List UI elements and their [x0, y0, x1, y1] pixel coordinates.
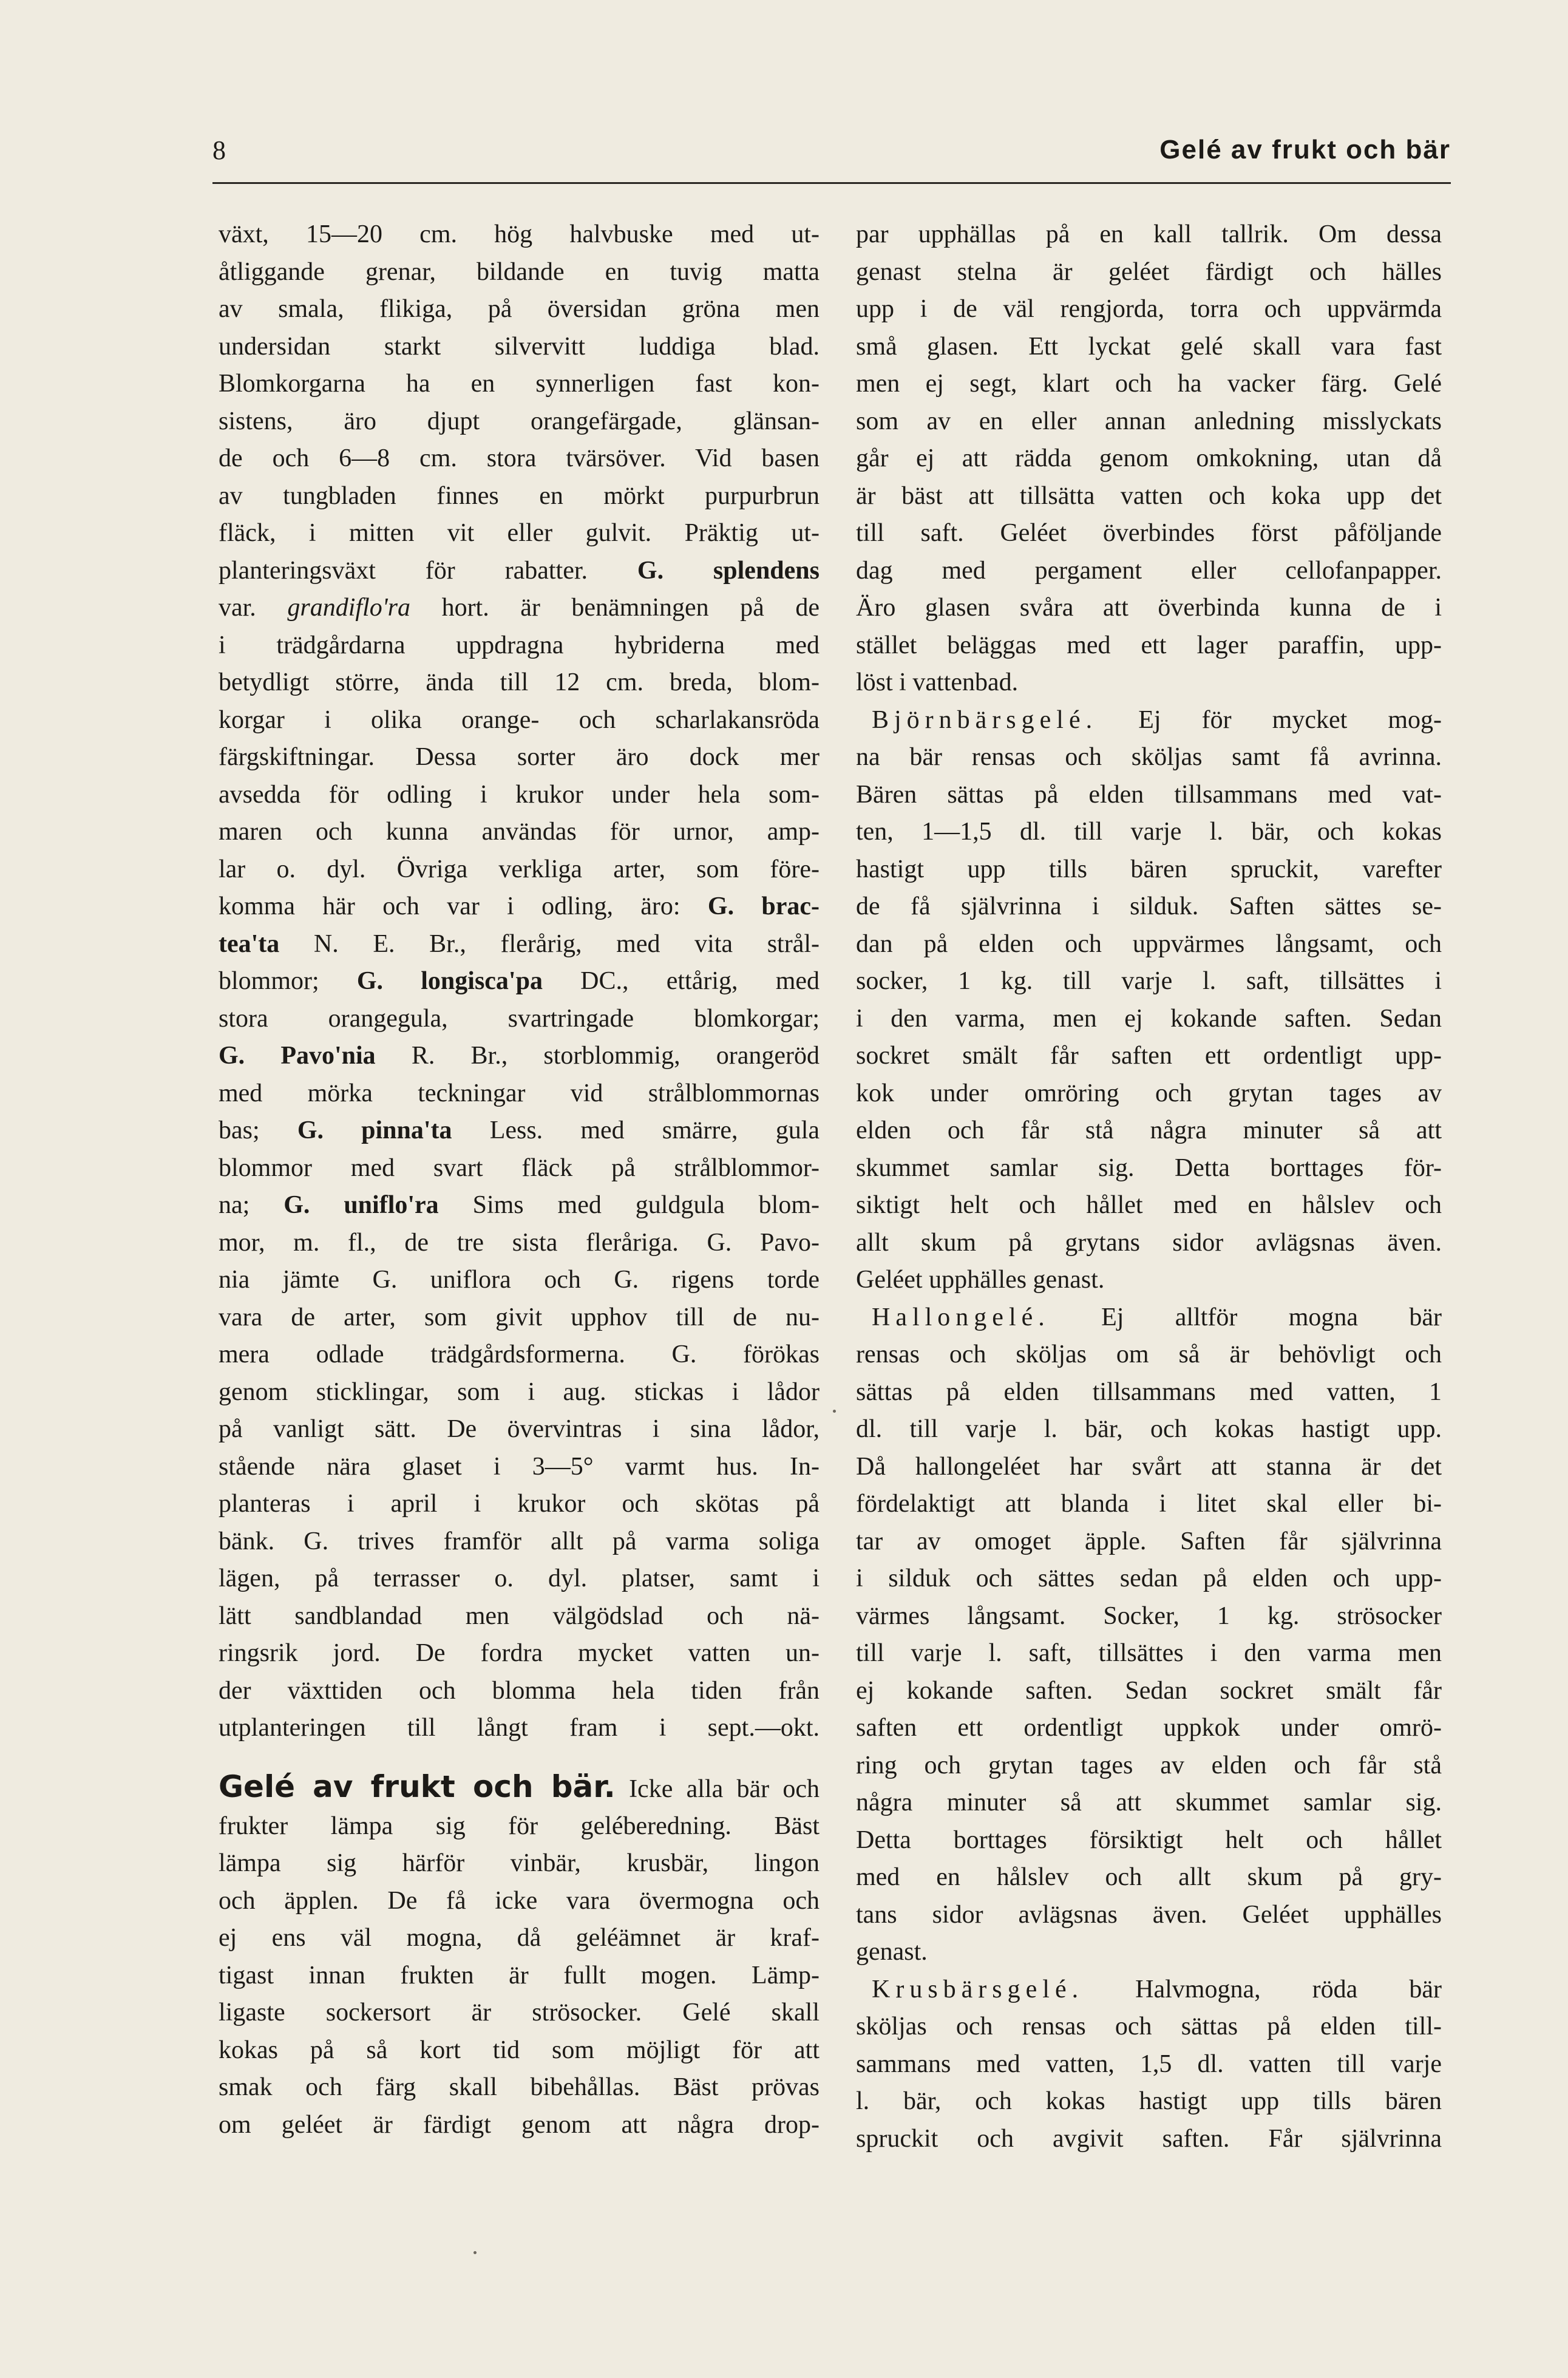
text-line: upp i de väl rengjorda, torra och uppvärmda	[856, 295, 1442, 323]
text-line: mera odlade trädgårdsformerna. G. förökas	[219, 1340, 820, 1368]
text-line: genast stelna är geléet färdigt och hälles	[856, 257, 1442, 286]
text-line: tigast innan frukten är fullt mogen. Lämp-	[219, 1961, 820, 1989]
running-title: Gelé av frukt och bär	[1159, 135, 1451, 165]
species-name: G. splendens	[637, 556, 820, 585]
section-heading: Gelé av frukt och bär.	[219, 1768, 616, 1804]
species-name: G. uniflo'ra	[283, 1191, 439, 1219]
text-run: Ej alltför mogna bär	[1101, 1303, 1442, 1331]
text-line: sköljas och rensas och sättas på elden till-	[856, 2013, 1442, 2040]
text-line: Då hallongeléet har svårt att stanna är det	[856, 1452, 1442, 1481]
text-line: ten, 1—1,5 dl. till varje l. bär, och kokas	[856, 818, 1442, 846]
bjornbar-recipe	[856, 702, 1442, 1299]
text-line: ringsrik jord. De fordra mycket vatten un-	[219, 1639, 820, 1667]
text-run: blommor;	[219, 967, 319, 995]
text-line: går ej att rädda genom omkokning, utan då	[856, 444, 1442, 472]
text-line: maren och kunna användas för urnor, amp-	[219, 818, 820, 846]
text-line: stället beläggas med ett lager paraffin, upp-	[856, 631, 1442, 659]
text-line: Bären sättas på elden tillsammans med vat-	[856, 780, 1442, 809]
text-line: allt skum på grytans sidor avlägsnas även.	[856, 1228, 1442, 1257]
text-line: i den varma, men ej kokande saften. Sedan	[856, 1004, 1442, 1033]
text-line	[219, 1038, 820, 1075]
text-line: l. bär, och kokas hastigt upp tills bären	[856, 2087, 1442, 2115]
recipe-title: Krusbärsgelé.	[872, 1975, 1084, 2003]
text-line: Äro glasen svåra att överbinda kunna de i	[856, 594, 1442, 622]
text-line: och äpplen. De få icke vara övermogna och	[219, 1886, 820, 1915]
text-line: bänk. G. trives framför allt på varma soliga	[219, 1527, 820, 1555]
text-line: de få självrinna i silduk. Saften sättes se-	[856, 892, 1442, 920]
text-line: socker, 1 kg. till varje l. saft, tillsättes i	[856, 967, 1442, 995]
text-line: några minuter så att skummet samlar sig.	[856, 1789, 1442, 1816]
text-line: planteras i april i krukor och skötas på	[219, 1490, 820, 1518]
text-line: undersidan starkt silvervitt luddiga blad.	[219, 332, 820, 361]
text-line: växt, 15—20 cm. hög halvbuske med ut-	[219, 220, 820, 248]
text-line: fördelaktigt att blanda i litet skal eller bi-	[856, 1490, 1442, 1518]
print-speck	[473, 2251, 477, 2254]
print-speck	[833, 1410, 836, 1413]
text-line: av smala, flikiga, på översidan gröna men	[219, 295, 820, 323]
text-run: na;	[219, 1191, 250, 1219]
text-run: planteringsväxt för rabatter.	[219, 556, 588, 585]
right-column	[856, 216, 1442, 2158]
text-line: i silduk och sättes sedan på elden och upp-	[856, 1564, 1442, 1592]
text-line: är bäst att tillsätta vatten och koka upp det	[856, 481, 1442, 510]
text-line: med en hålslev och allt skum på gry-	[856, 1863, 1442, 1891]
text-line: ej ens väl mogna, då geléämnet är kraf-	[219, 1924, 820, 1952]
text-line	[219, 1112, 820, 1150]
text-line: ligaste sockersort är strösocker. Gelé skall	[219, 1999, 820, 2026]
text-line: sistens, äro djupt orangefärgade, glänsan-	[219, 407, 820, 435]
species-name: G. Pavo'nia	[219, 1042, 376, 1070]
left-column	[219, 216, 820, 2144]
text-line: av tungbladen finnes en mörkt purpurbrun	[219, 481, 820, 510]
text-line: frukter lämpa sig för geléberedning. Bäst	[219, 1812, 820, 1840]
text-run: Sims med guldgula blom-	[472, 1191, 820, 1219]
text-line: vara de arter, som givit upphov till de nu-	[219, 1303, 820, 1331]
hallon-recipe	[856, 1299, 1442, 1971]
text-run: DC., ettårig, med	[580, 967, 820, 995]
text-run: Less. med smärre, gula	[489, 1116, 820, 1144]
text-line: stora orangegula, svartringade blomkorgar;	[219, 1004, 820, 1033]
text-line: sammans med vatten, 1,5 dl. vatten till varje	[856, 2050, 1442, 2078]
page-header	[212, 135, 1451, 177]
species-name: G. longisca'pa	[356, 967, 543, 995]
text-line: betydligt större, ända till 12 cm. breda, blom-	[219, 668, 820, 696]
text-line: dl. till varje l. bär, och kokas hastigt upp.	[856, 1415, 1442, 1443]
variety-name: grandiflo'ra	[287, 594, 411, 622]
text-line: der växttiden och blomma hela tiden från	[219, 1676, 820, 1705]
gazania-description-paragraph	[219, 216, 820, 1747]
text-line: par upphällas på en kall tallrik. Om dessa	[856, 220, 1442, 248]
text-line	[219, 552, 820, 590]
text-line: blommor med svart fläck på strålblommor-	[219, 1153, 820, 1182]
text-line	[219, 589, 820, 627]
text-run: Ej för mycket mog-	[1138, 705, 1442, 734]
text-line: Blomkorgarna ha en synnerligen fast kon-	[219, 370, 820, 398]
text-run: bas;	[219, 1116, 260, 1144]
text-line: genom sticklingar, som i aug. stickas i lådor	[219, 1378, 820, 1406]
text-line: lar o. dyl. Övriga verkliga arter, som före-	[219, 855, 820, 883]
text-line: ring och grytan tages av elden och får stå	[856, 1751, 1442, 1779]
species-name: G. pinna'ta	[297, 1116, 452, 1144]
text-line: utplanteringen till långt fram i sept.—okt.	[219, 1714, 820, 1742]
text-line: värmes långsamt. Socker, 1 kg. strösocker	[856, 1602, 1442, 1630]
text-line: Geléet upphälles genast.	[856, 1266, 1105, 1294]
text-line: dag med pergament eller cellofanpapper.	[856, 556, 1442, 585]
text-line	[219, 963, 820, 1000]
text-line	[219, 888, 820, 926]
recipe-first-line	[856, 1299, 1442, 1337]
text-line: nia jämte G. uniflora och G. rigens torde	[219, 1266, 820, 1294]
text-line: tar av omoget äpple. Saften får självrinna	[856, 1527, 1442, 1555]
text-run: var.	[219, 594, 256, 622]
recipe-title: Hallongelé.	[872, 1303, 1050, 1331]
recipe-first-line	[856, 1971, 1442, 2009]
header-divider	[212, 182, 1451, 184]
krusbar-recipe	[856, 1971, 1442, 2158]
text-line: Detta borttages försiktigt helt och hållet	[856, 1826, 1442, 1854]
text-run: R. Br., storblommig, orangeröd	[411, 1042, 820, 1070]
text-line: elden och får stå några minuter så att	[856, 1116, 1442, 1144]
text-line: löst i vattenbad.	[856, 668, 1019, 696]
text-run: Halvmogna, röda bär	[1135, 1975, 1442, 2003]
text-line: men ej segt, klart och ha vacker färg. Gelé	[856, 370, 1442, 398]
species-name: G. brac-	[707, 892, 820, 920]
text-line: på vanligt sätt. De övervintras i sina lådor,	[219, 1415, 820, 1443]
text-line: med mörka teckningar vid strålblommornas	[219, 1079, 820, 1107]
recipe-first-line	[856, 702, 1442, 739]
jelly-intro-paragraph	[856, 216, 1442, 702]
text-line: dan på elden och uppvärmes långsamt, och	[856, 929, 1442, 958]
text-run: Icke alla bär och	[629, 1775, 820, 1803]
text-line: saften ett ordentligt uppkok under omrö-	[856, 1714, 1442, 1742]
text-line: om geléet är färdigt genom att några drop-	[219, 2110, 820, 2139]
jelly-section-paragraph	[219, 1765, 820, 2144]
species-name: tea'ta	[219, 929, 280, 958]
text-line: siktigt helt och hållet med en hålslev och	[856, 1191, 1442, 1219]
page-number: 8	[212, 135, 226, 165]
text-line: åtliggande grenar, bildande en tuvig matta	[219, 257, 820, 286]
text-line: mor, m. fl., de tre sista fleråriga. G. Pavo-	[219, 1228, 820, 1257]
text-line	[219, 1187, 820, 1225]
text-line: genast.	[856, 1938, 928, 1966]
text-line: spruckit och avgivit saften. Får självrinna	[856, 2124, 1442, 2153]
text-line: till varje l. saft, tillsättes i den varma men	[856, 1639, 1442, 1667]
text-line: kok under omröring och grytan tages av	[856, 1079, 1442, 1107]
text-line: i trädgårdarna uppdragna hybriderna med	[219, 631, 820, 659]
text-line: lämpa sig härför vinbär, krusbär, lingon	[219, 1849, 820, 1877]
text-line: na bär rensas och sköljas samt få avrinna.	[856, 743, 1442, 771]
text-line: avsedda för odling i krukor under hela som-	[219, 780, 820, 809]
text-line: lägen, på terrasser o. dyl. platser, samt i	[219, 1564, 820, 1592]
text-line: lätt sandblandad men välgödslad och nä-	[219, 1602, 820, 1630]
text-line: små glasen. Ett lyckat gelé skall vara fast	[856, 332, 1442, 361]
section-first-line	[219, 1765, 820, 1808]
text-run: hort. är benämningen på de	[441, 594, 820, 622]
text-line: som av en eller annan anledning misslyckats	[856, 407, 1442, 435]
text-line: till saft. Geléet överbindes först påföljande	[856, 519, 1442, 547]
text-line: fläck, i mitten vit eller gulvit. Präktig ut-	[219, 519, 820, 547]
text-line: tans sidor avlägsnas även. Geléet upphälles	[856, 1900, 1442, 1929]
text-line: hastigt upp tills bären spruckit, varefter	[856, 855, 1442, 883]
text-line: skummet samlar sig. Detta borttages för-	[856, 1153, 1442, 1182]
text-line: ej kokande saften. Sedan sockret smält får	[856, 1676, 1442, 1705]
text-line: korgar i olika orange- och scharlakansröda	[219, 705, 820, 734]
text-line: kokas på så kort tid som möjligt för att	[219, 2036, 820, 2064]
text-line: färgskiftningar. Dessa sorter äro dock mer	[219, 743, 820, 771]
text-run: komma här och var i odling, äro:	[219, 892, 680, 920]
text-run: N. E. Br., flerårig, med vita strål-	[313, 929, 820, 958]
recipe-title: Björnbärsgelé.	[872, 705, 1098, 734]
text-line: stående nära glaset i 3—5° varmt hus. In-	[219, 1452, 820, 1481]
text-line: smak och färg skall bibehållas. Bäst prövas	[219, 2073, 820, 2101]
text-line: de och 6—8 cm. stora tvärsöver. Vid basen	[219, 444, 820, 472]
text-line: sättas på elden tillsammans med vatten, 1	[856, 1378, 1442, 1406]
text-line	[219, 926, 820, 963]
text-line: sockret smält får saften ett ordentligt upp-	[856, 1042, 1442, 1070]
text-line: rensas och sköljas om så är behövligt och	[856, 1340, 1442, 1368]
